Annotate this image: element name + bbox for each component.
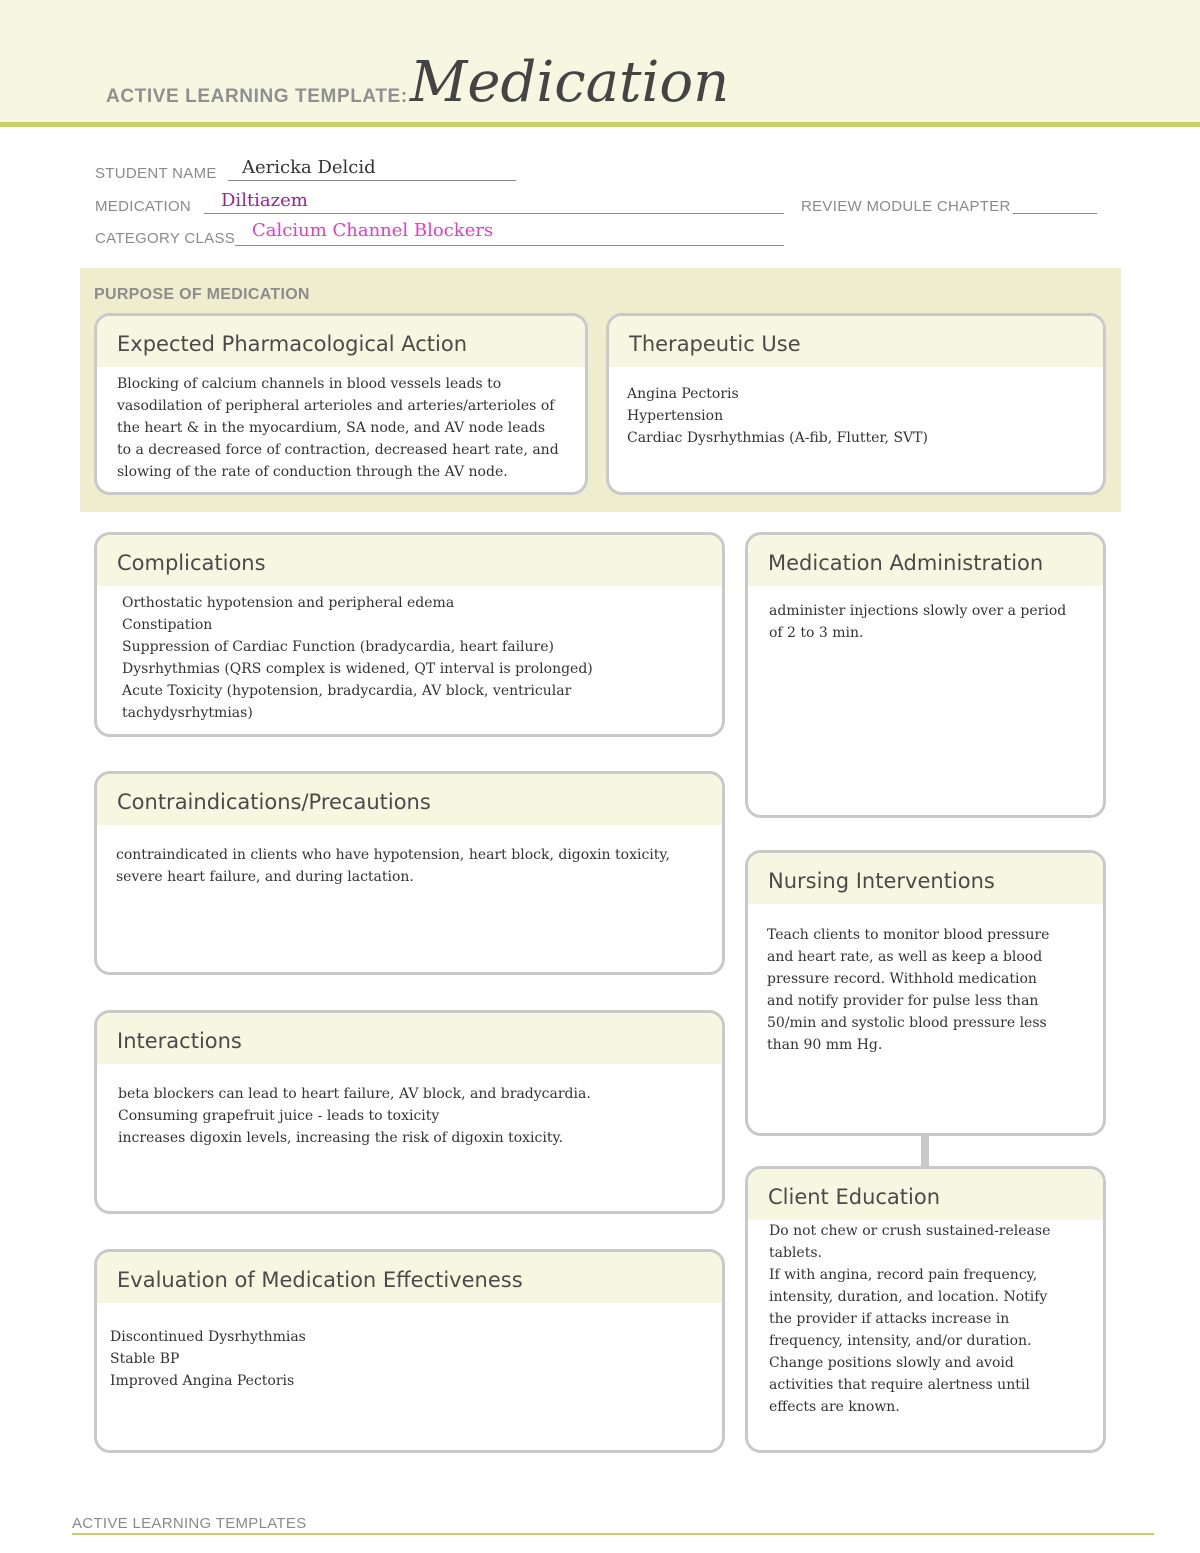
interactions-header (97, 1013, 722, 1064)
contraindications-box (94, 771, 725, 975)
interactions-text[interactable]: beta blockers can lead to heart failure, AV block, and bradycardia. Consuming grapefruit juice - leads to toxicity increases digoxin levels, increasing the risk of digoxin toxicity. (118, 1086, 591, 1146)
therapeutic-use-text[interactable]: Angina Pectoris Hypertension Cardiac Dysrhythmias (A-fib, Flutter, SVT) (627, 386, 928, 446)
administration-title: Medication Administration (768, 551, 1044, 575)
therapeutic-use-title: Therapeutic Use (629, 332, 801, 356)
expected-action-header (97, 316, 585, 367)
header-rule (0, 122, 1200, 127)
client-education-header (748, 1169, 1103, 1220)
nursing-interventions-title: Nursing Interventions (768, 869, 995, 893)
review-module-line (1013, 213, 1097, 214)
nursing-interventions-text[interactable]: Teach clients to monitor blood pressure and heart rate, as well as keep a blood pressure record. Withhold medication and notify provider for pulse less than 50/min and systolic blood pressure less than 90 mm Hg. (767, 927, 1050, 1053)
footer-label: ACTIVE LEARNING TEMPLATES (72, 1515, 307, 1532)
medication-field[interactable]: Diltiazem (221, 190, 308, 211)
contraindications-header (97, 774, 722, 825)
complications-title: Complications (117, 551, 266, 575)
therapeutic-use-box (606, 313, 1106, 495)
interactions-title: Interactions (117, 1029, 242, 1053)
expected-action-text[interactable]: Blocking of calcium channels in blood vessels leads to vasodilation of peripheral arterioles and arteries/arterioles of the heart & in the myocardium, SA node, and AV node leads to a decreased force of contraction, decreased heart rate, and slowing of the rate of conduction through the AV node. (117, 376, 559, 480)
evaluation-box (94, 1249, 725, 1453)
review-module-label: REVIEW MODULE CHAPTER (801, 198, 1011, 215)
medication-label: MEDICATION (95, 198, 192, 215)
client-education-box (745, 1166, 1106, 1453)
client-education-text[interactable]: Do not chew or crush sustained-release tablets. If with angina, record pain frequency, intensity, duration, and location. Notify the provider if attacks increase in frequency, intensity, and/or duration. Change positions slowly and avoid activities that require alertness until effects are known. (769, 1223, 1051, 1415)
category-class-line (235, 245, 784, 246)
purpose-label: PURPOSE OF MEDICATION (94, 286, 310, 303)
therapeutic-use-header (609, 316, 1103, 367)
contraindications-title: Contraindications/Precautions (117, 790, 431, 814)
administration-text[interactable]: administer injections slowly over a period of 2 to 3 min. (769, 603, 1067, 641)
client-education-title: Client Education (768, 1185, 941, 1209)
complications-text[interactable]: Orthostatic hypotension and peripheral edema Constipation Suppression of Cardiac Function (bradycardia, heart failure) Dysrhythmias (QRS complex is widened, QT interval is prolonged) Acute Toxicity (hypotension, bradycardia, AV block, ventricular tachydysrhytmias) (122, 595, 593, 721)
category-class-label: CATEGORY CLASS (95, 230, 236, 247)
interactions-box (94, 1010, 725, 1214)
template-label: ACTIVE LEARNING TEMPLATE: (106, 86, 408, 107)
complications-header (97, 535, 722, 586)
nursing-interventions-header (748, 853, 1103, 904)
evaluation-text[interactable]: Discontinued Dysrhythmias Stable BP Improved Angina Pectoris (110, 1329, 306, 1389)
student-name-line (228, 180, 516, 181)
nursing-interventions-box (745, 850, 1106, 1136)
evaluation-header (97, 1252, 722, 1303)
evaluation-title: Evaluation of Medication Effectiveness (117, 1268, 523, 1292)
administration-box (745, 532, 1106, 818)
expected-action-box (94, 313, 588, 495)
page-title: Medication (410, 50, 730, 115)
student-name-field[interactable]: Aericka Delcid (242, 157, 376, 178)
contraindications-text[interactable]: contraindicated in clients who have hypotension, heart block, digoxin toxicity, severe heart failure, and during lactation. (116, 847, 670, 885)
footer-rule (72, 1533, 1154, 1535)
complications-box (94, 532, 725, 737)
expected-action-title: Expected Pharmacological Action (117, 332, 468, 356)
student-name-label: STUDENT NAME (95, 165, 217, 182)
medication-line (204, 213, 784, 214)
category-class-field[interactable]: Calcium Channel Blockers (252, 220, 494, 241)
box-connector (921, 1136, 929, 1166)
administration-header (748, 535, 1103, 586)
